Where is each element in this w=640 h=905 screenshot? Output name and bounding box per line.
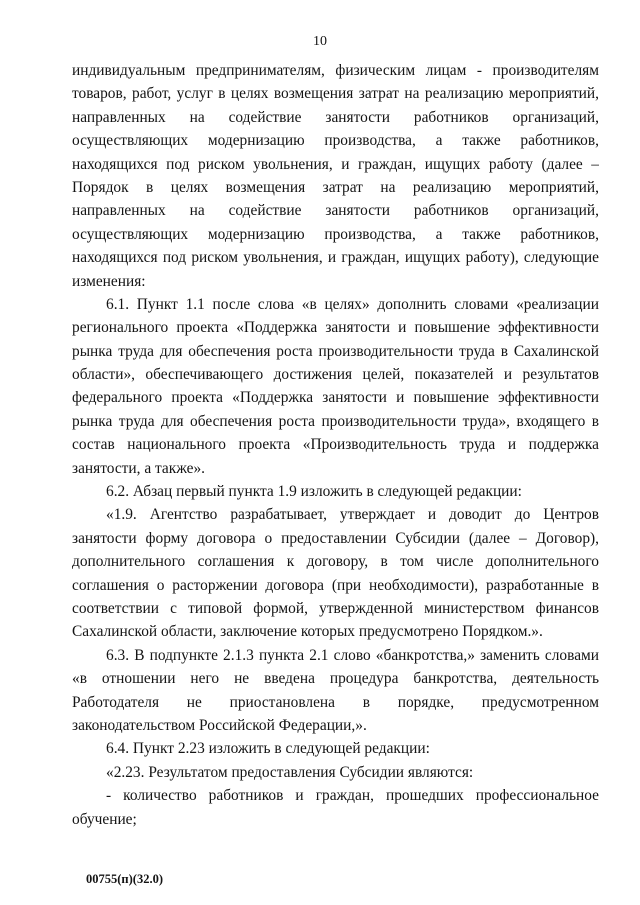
- text-line: занятости, а также».: [72, 459, 206, 477]
- text-line: осуществляющих модернизацию производства, а также работников,: [72, 132, 599, 150]
- text-line: дополнительного соглашения к договору, в том числе дополнительного: [72, 553, 599, 571]
- text-line: 6.2. Абзац первый пункта 1.9 изложить в следующей редакции:: [106, 483, 522, 501]
- text-line: 6.4. Пункт 2.23 изложить в следующей редакции:: [106, 740, 430, 758]
- text-line: соглашения о расторжении договора (при необходимости), разработанные в: [72, 576, 599, 594]
- text-line: «2.23. Результатом предоставления Субсидии являются:: [106, 763, 474, 781]
- text-line: рынка труда для обеспечения роста производительности труда в Сахалинской: [72, 342, 599, 360]
- text-line: - количество работников и граждан, прошедших профессиональное: [106, 787, 599, 805]
- text-line: «в отношении него не введена процедура банкротства, деятельность: [72, 670, 599, 688]
- text-line: «1.9. Агентство разрабатывает, утверждает и доводит до Центров: [106, 506, 599, 524]
- text-line: состав национального проекта «Производительность труда и поддержка: [72, 436, 599, 454]
- text-line: находящихся под риском увольнения, и граждан, ищущих работу), следующие: [72, 249, 599, 267]
- text-line: товаров, работ, услуг в целях возмещения затрат на реализацию мероприятий,: [72, 85, 599, 103]
- document-code: 00755(п)(32.0): [86, 872, 163, 886]
- text-line: направленных на содействие занятости работников организаций,: [72, 202, 599, 220]
- text-line: Работодателя не приостановлена в порядке, предусмотренном: [72, 693, 599, 711]
- text-line: занятости форму договора о предоставлении Субсидии (далее – Договор),: [72, 529, 599, 547]
- text-line: осуществляющих модернизацию производства, а также работников,: [72, 225, 599, 243]
- text-line: изменения:: [72, 272, 146, 290]
- text-line: законодательством Российской Федерации,».: [72, 716, 367, 734]
- text-line: индивидуальным предпринимателям, физическим лицам - производителям: [72, 62, 599, 79]
- text-line: 6.1. Пункт 1.1 после слова «в целях» дополнить словами «реализации: [106, 295, 599, 313]
- document-body: [72, 59, 599, 831]
- page-number: 10: [313, 34, 327, 49]
- text-line: области», обеспечивающего достижения целей, показателей и результатов: [72, 366, 599, 384]
- text-line: соответствии с типовой формой, утвержденной министерством финансов: [72, 599, 599, 617]
- text-line: Сахалинской области, заключение которых предусмотрено Порядком.».: [72, 623, 543, 641]
- text-line: 6.3. В подпункте 2.1.3 пункта 2.1 слово «банкротства,» заменить словами: [106, 646, 599, 664]
- text-line: направленных на содействие занятости работников организаций,: [72, 108, 599, 126]
- text-line: обучение;: [72, 810, 137, 828]
- text-line: Порядок в целях возмещения затрат на реализацию мероприятий,: [72, 178, 599, 196]
- text-line: федерального проекта «Поддержка занятости и повышение эффективности: [72, 389, 599, 407]
- text-line: рынка труда для обеспечения роста производительности труда», входящего в: [72, 412, 599, 430]
- text-line: регионального проекта «Поддержка занятости и повышение эффективности: [72, 319, 599, 337]
- text-line: находящихся под риском увольнения, и граждан, ищущих работу (далее –: [72, 155, 599, 173]
